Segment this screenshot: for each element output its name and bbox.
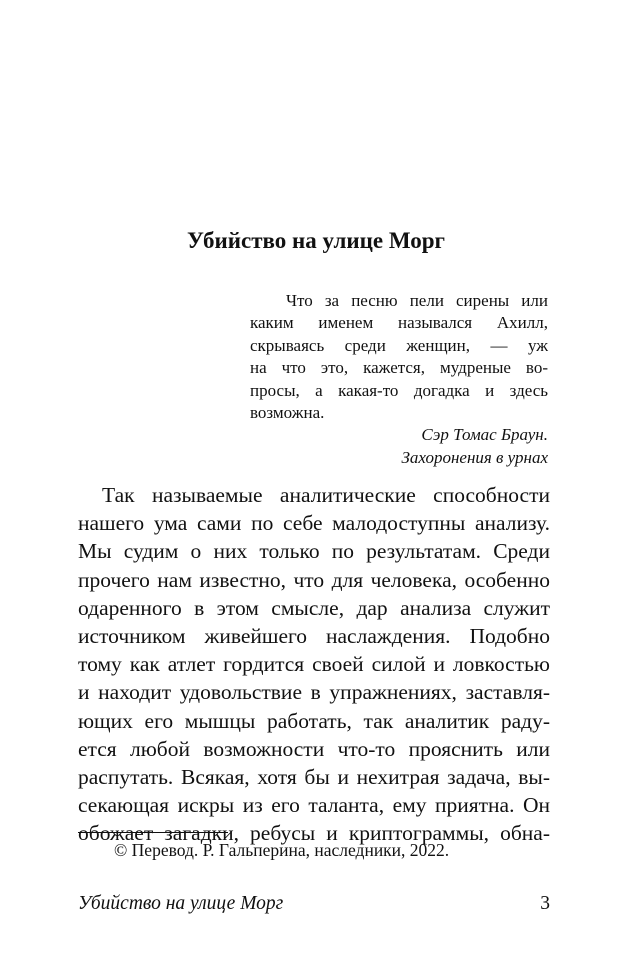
epigraph-line: каким именем назывался Ахилл, bbox=[250, 313, 548, 333]
body-line: секающая искры из его таланта, ему приятна. Он bbox=[78, 793, 550, 818]
page-number: 3 bbox=[540, 893, 550, 914]
chapter-title: Убийство на улице Морг bbox=[187, 228, 445, 253]
body-line: Так называемые аналитические способности bbox=[102, 483, 550, 507]
epigraph-author: Сэр Томас Браун. bbox=[421, 425, 548, 445]
body-line: прочего нам известно, что для человека, особенно bbox=[78, 567, 550, 592]
footnote-divider bbox=[78, 832, 228, 833]
body-line: обожает загадки, ребусы и криптограммы, обна- bbox=[78, 821, 550, 846]
body-line: и находит удовольствие в упражнениях, заставля- bbox=[78, 680, 550, 705]
epigraph-line: просы, а какая-то догадка и здесь bbox=[250, 380, 548, 400]
body-line: ющих его мышцы работать, так аналитик раду- bbox=[78, 708, 550, 733]
running-title: Убийство на улице Морг bbox=[78, 893, 284, 914]
epigraph-line: скрываясь среди женщин, — уж bbox=[250, 335, 548, 355]
epigraph-source: Захоронения в урнах bbox=[401, 447, 548, 467]
body-line: тому как атлет гордится своей силой и ловкостью bbox=[78, 652, 550, 677]
epigraph bbox=[250, 290, 548, 469]
epigraph-line: возможна. bbox=[250, 403, 325, 423]
body-line: источником живейшего наслаждения. Подобно bbox=[78, 624, 550, 649]
body-line: нашего ума сами по себе малодоступны анализу. bbox=[78, 511, 550, 536]
body-line: одаренного в этом смысле, дар анализа служит bbox=[78, 595, 550, 620]
body-line: распутать. Всякая, хотя бы и нехитрая задача, вы- bbox=[78, 765, 550, 790]
body-line: ется любой возможности что-то прояснить или bbox=[78, 736, 550, 761]
body-text bbox=[78, 481, 550, 848]
body-line: Мы судим о них только по результатам. Среди bbox=[78, 539, 550, 564]
footnote-copyright: © Перевод. Р. Гальперина, наследники, 2022. bbox=[114, 840, 450, 860]
epigraph-line: Что за песню пели сирены или bbox=[286, 291, 548, 310]
epigraph-line: на что это, кажется, мудреные во- bbox=[250, 358, 548, 378]
